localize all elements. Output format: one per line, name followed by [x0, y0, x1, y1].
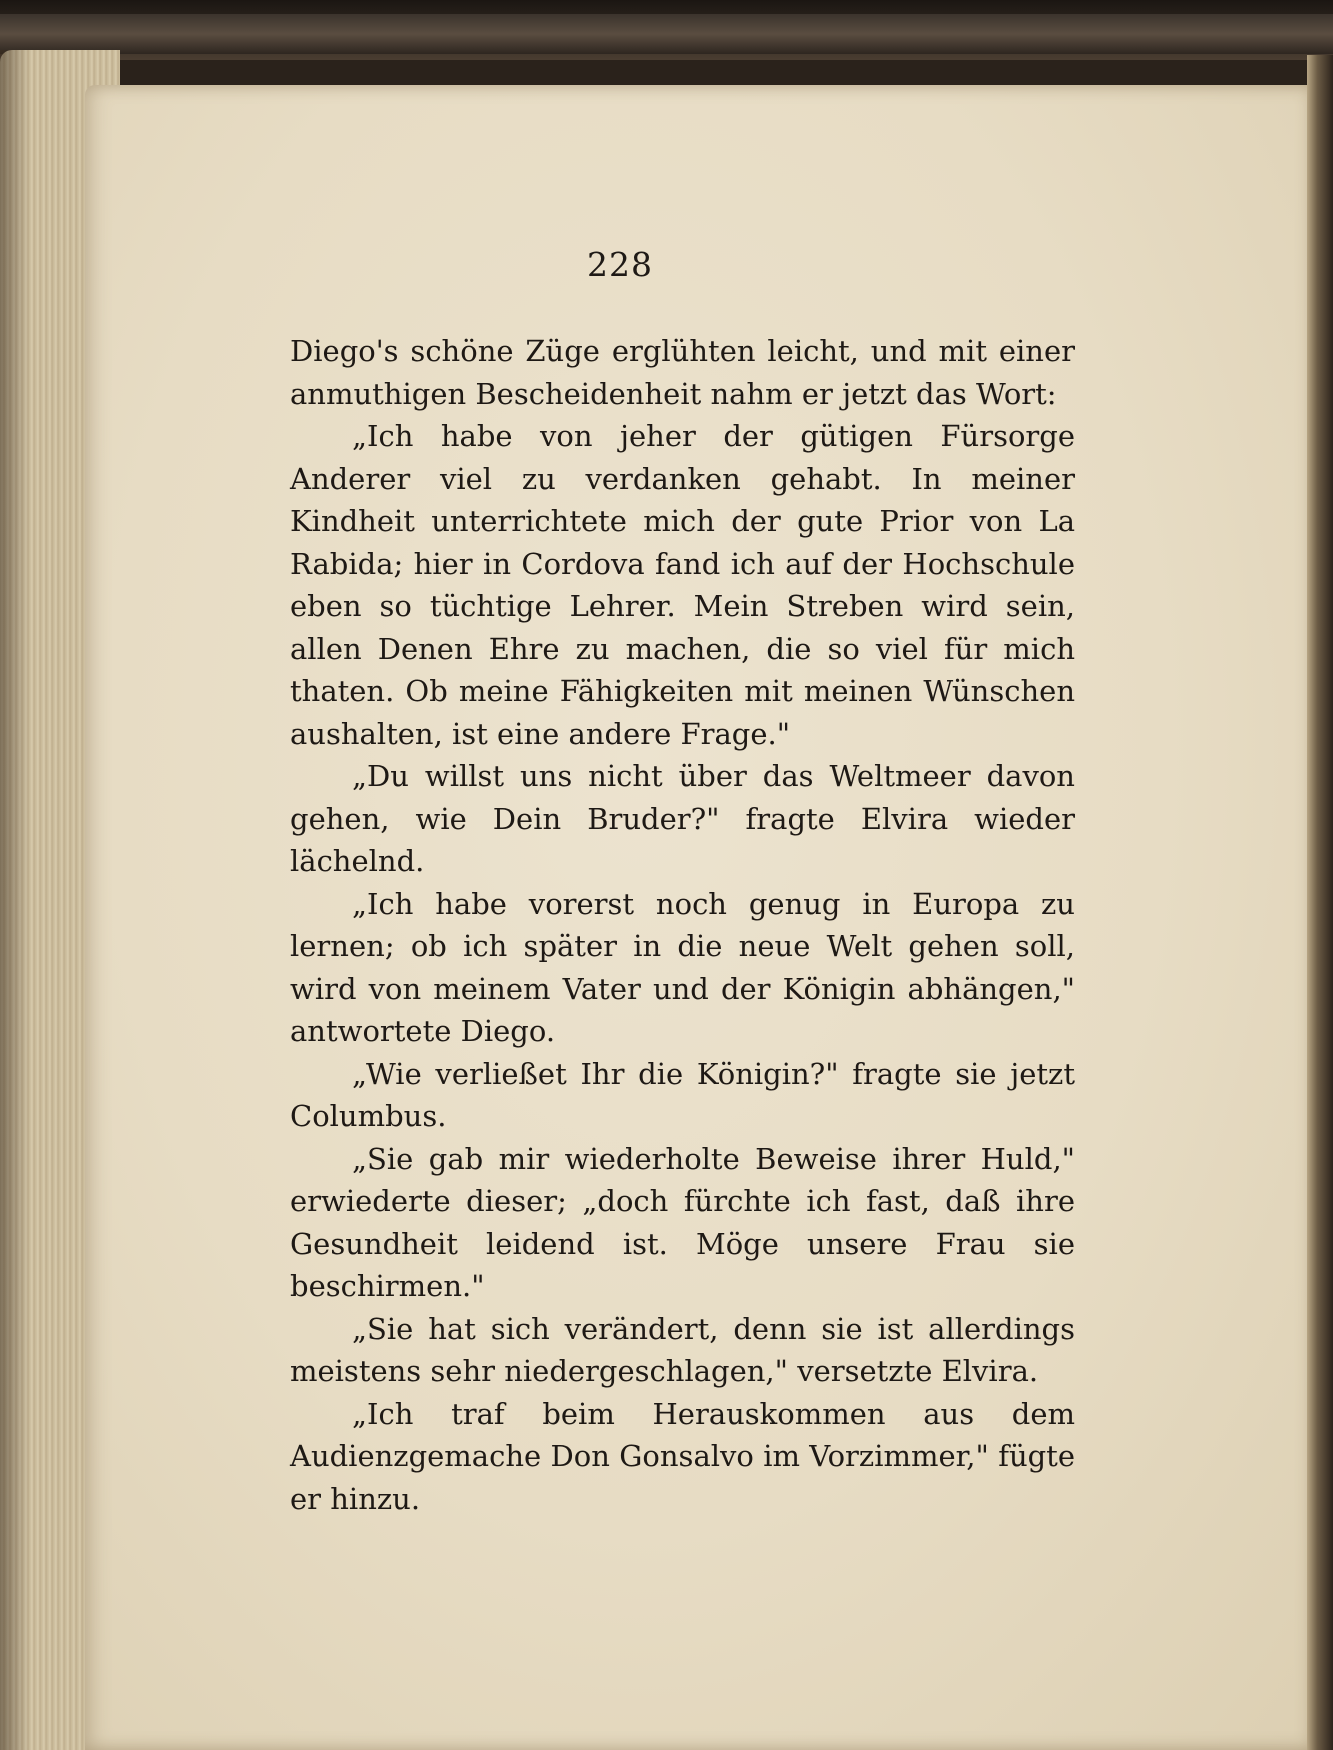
cover-edge — [0, 14, 1333, 54]
paragraph: „Ich traf beim Herauskommen aus dem Audienzgemache Don Gonsalvo im Vorzimmer," fügte er hinzu. — [290, 1396, 1075, 1516]
paragraph: „Du willst uns nicht über das Weltmeer davon gehen, wie Dein Bruder?" fragte Elvira wieder lächelnd. — [290, 759, 1075, 878]
paragraph: Diego's schöne Züge erglühten leicht, und mit einer anmuthigen Bescheidenheit nahm er jetzt das Wort: — [290, 334, 1075, 411]
body-text — [290, 330, 1075, 1520]
paragraph: „Ich habe vorerst noch genug in Europa zu lernen; ob ich später in die neue Welt gehen soll, wird von meinem Vater und der Königin abhängen," antwortete Diego. — [290, 886, 1075, 1048]
page-edge-shadow — [0, 50, 30, 1750]
binding-edge — [1307, 55, 1333, 1750]
paragraph: „Wie verließet Ihr die Königin?" fragte sie jetzt Columbus. — [290, 1056, 1075, 1133]
paragraph: „Sie gab mir wiederholte Beweise ihrer Huld," erwiederte dieser; „doch fürchte ich fast, daß ihre Gesundheit leidend ist. Möge unsere Frau sie beschirmen." — [290, 1141, 1075, 1303]
page-number: 228 — [587, 245, 653, 284]
paragraph: „Sie hat sich verändert, denn sie ist allerdings meistens sehr niedergeschlagen," versetzte Elvira. — [290, 1311, 1075, 1388]
paragraph: „Ich habe von jeher der gütigen Fürsorge Anderer viel zu verdanken gehabt. In meiner Kindheit unterrichtete mich der gute Prior von La Rabida; hier in Cordova fand ich auf der Hochschule eben so tüchtige Lehrer. Mein Streben wird sein, allen Denen Ehre zu machen, die so viel für mich thaten. Ob meine Fähigkeiten mit meinen Wünschen aushalten, ist eine andere Frage." — [290, 419, 1075, 751]
